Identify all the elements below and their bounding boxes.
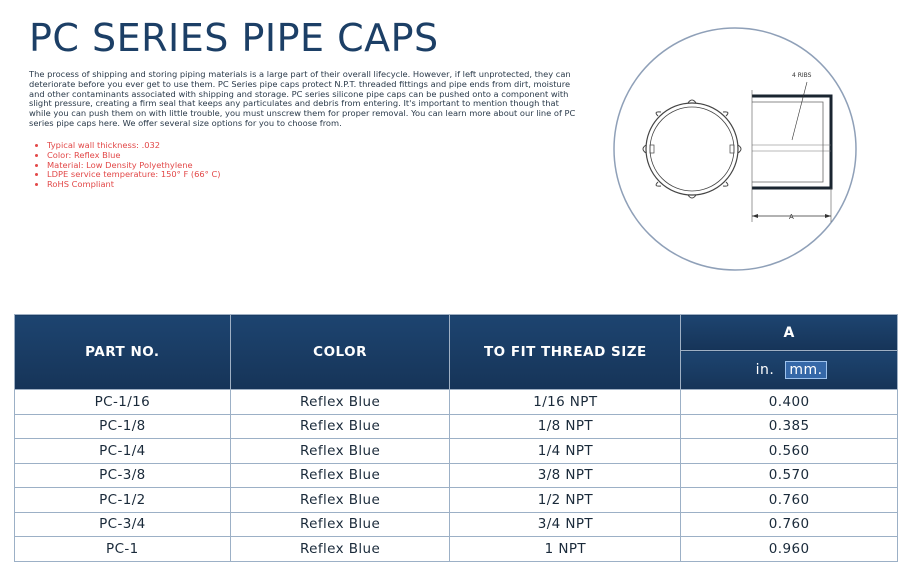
header-part-no: PART NO. (15, 315, 231, 390)
a-cell: 0.760 (681, 512, 898, 537)
spec-list (34, 141, 220, 190)
spec-item: • Color: Reflex Blue (47, 151, 220, 161)
unit-mm-button[interactable]: mm. (785, 361, 826, 379)
table-row (15, 463, 898, 488)
table-row (15, 512, 898, 537)
intro-paragraph: The process of shipping and storing piping materials is a large part of their overall lifecycle. However, if left unprotected, they can deteriorate before you ever get to use them. PC Series pipe caps protect N.P.T. threaded fittings and pipe ends from dirt, moisture and other contaminants associated with shipping and storage. PC series silicone pipe caps can be pushed onto a component with slight pressure, creating a firm seal that keeps any particulates and debris from entering. It's important to mention though that while you can push them on with little trouble, you must unscrew them for proper removal. You can learn more about our line of PC series pipe caps here. We offer several size options for you to choose from. (29, 69, 576, 128)
thread-cell: 1/2 NPT (450, 488, 681, 513)
thread-cell: 3/8 NPT (450, 463, 681, 488)
color-cell: Reflex Blue (230, 390, 450, 415)
color-cell: Reflex Blue (230, 439, 450, 464)
a-cell: 0.760 (681, 488, 898, 513)
color-cell: Reflex Blue (230, 463, 450, 488)
parts-table (14, 314, 898, 562)
color-cell: Reflex Blue (230, 414, 450, 439)
a-cell: 0.960 (681, 537, 898, 562)
thread-cell: 1/16 NPT (450, 390, 681, 415)
table-row (15, 390, 898, 415)
a-cell: 0.560 (681, 439, 898, 464)
header-color: COLOR (230, 315, 450, 390)
spec-item: • Typical wall thickness: .032 (47, 141, 220, 151)
color-cell: Reflex Blue (230, 488, 450, 513)
thread-cell: 1/8 NPT (450, 414, 681, 439)
dimension-a-label: A (789, 213, 794, 221)
part-cell: PC-1 (15, 537, 231, 562)
thread-cell: 3/4 NPT (450, 512, 681, 537)
header-thread-size: TO FIT THREAD SIZE (450, 315, 681, 390)
spec-item: • RoHS Compliant (47, 180, 220, 190)
color-cell: Reflex Blue (230, 537, 450, 562)
spec-item: • LDPE service temperature: 150° F (66° C) (47, 170, 220, 180)
thread-cell: 1 NPT (450, 537, 681, 562)
part-cell: PC-1/4 (15, 439, 231, 464)
ribs-label: 4 RIBS (792, 72, 812, 79)
part-cell: PC-1/16 (15, 390, 231, 415)
spec-item: • Material: Low Density Polyethylene (47, 161, 220, 171)
part-cell: PC-1/8 (15, 414, 231, 439)
page-title: PC SERIES PIPE CAPS (29, 16, 439, 60)
a-cell: 0.570 (681, 463, 898, 488)
pipe-cap-diagram (612, 26, 858, 272)
thread-cell: 1/4 NPT (450, 439, 681, 464)
table-row (15, 537, 898, 562)
part-cell: PC-3/4 (15, 512, 231, 537)
color-cell: Reflex Blue (230, 512, 450, 537)
header-a: A (681, 315, 898, 351)
unit-in-button[interactable]: in. (755, 362, 775, 379)
part-cell: PC-3/8 (15, 463, 231, 488)
a-cell: 0.400 (681, 390, 898, 415)
table-row (15, 439, 898, 464)
a-cell: 0.385 (681, 414, 898, 439)
table-row (15, 414, 898, 439)
table-row (15, 488, 898, 513)
part-cell: PC-1/2 (15, 488, 231, 513)
unit-toggle (681, 351, 898, 390)
